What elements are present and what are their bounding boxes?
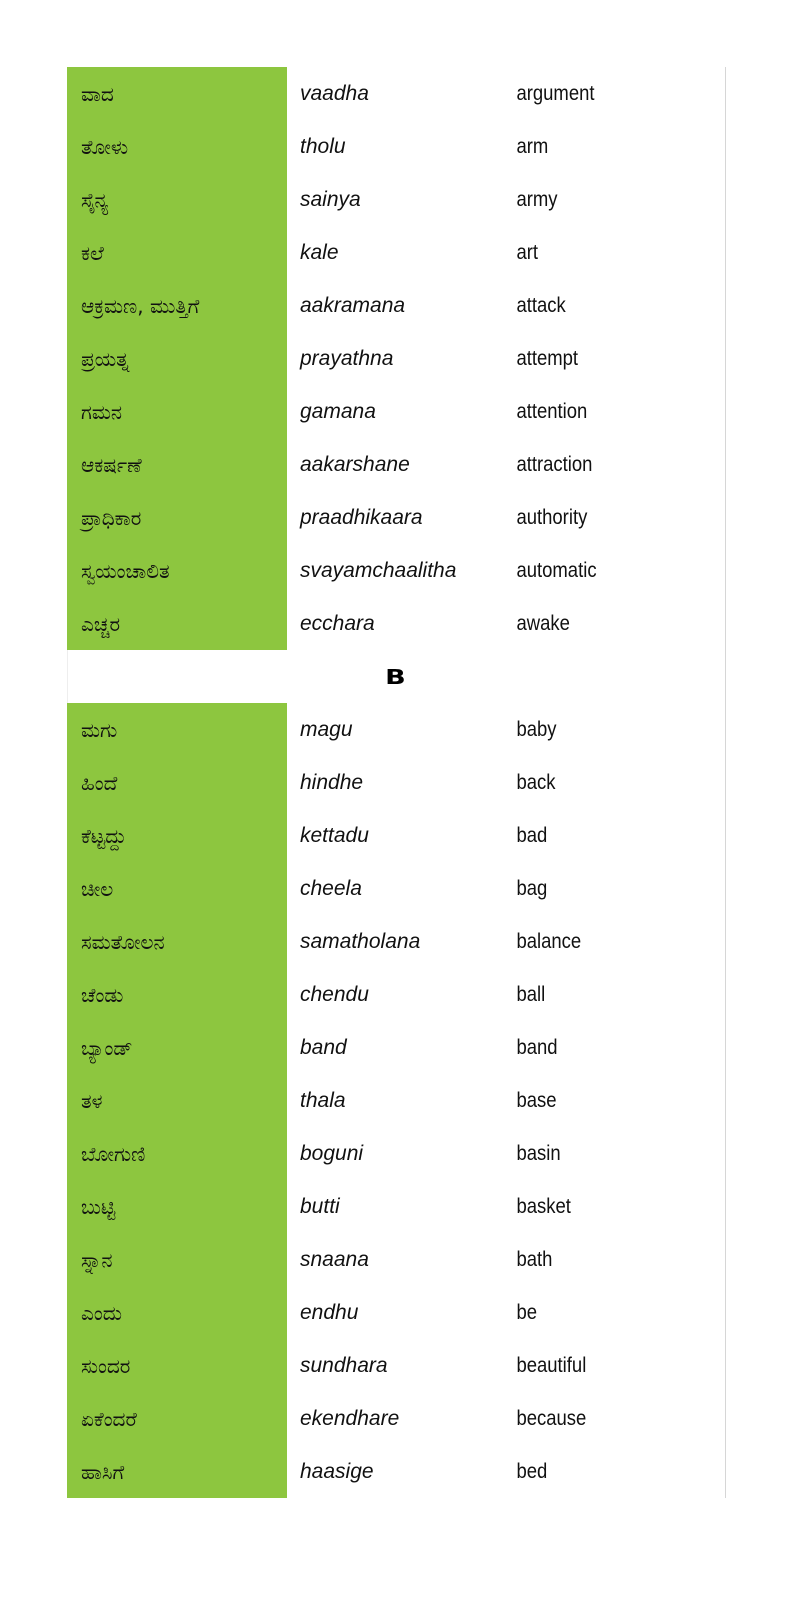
kannada-word: ಸುಂದರ <box>67 1339 287 1392</box>
transliteration: butti <box>300 1194 340 1218</box>
table-row <box>67 703 725 756</box>
transliteration: praadhikaara <box>300 505 423 529</box>
transliteration: gamana <box>300 399 376 423</box>
transliteration: svayamchaalitha <box>300 558 457 582</box>
kannada-word: ಸ್ನಾನ <box>67 1233 287 1286</box>
vocabulary-table <box>67 67 726 1498</box>
kannada-word: ಎಂದು <box>67 1286 287 1339</box>
transliteration: tholu <box>300 134 346 158</box>
table-row <box>67 1127 725 1180</box>
kannada-word: ಹಿಂದೆ <box>67 756 287 809</box>
table-row <box>67 756 725 809</box>
english-word: basin <box>516 1141 561 1165</box>
kannada-word: ಬೋಗುಣಿ <box>67 1127 287 1180</box>
transliteration: ekendhare <box>300 1406 400 1430</box>
table-row <box>67 1392 725 1445</box>
english-word: automatic <box>516 558 597 582</box>
kannada-word: ಏಕೆಂದರೆ <box>67 1392 287 1445</box>
table-row <box>67 1233 725 1286</box>
table-row <box>67 809 725 862</box>
transliteration: endhu <box>300 1300 359 1324</box>
english-word: beautiful <box>516 1353 587 1377</box>
kannada-word: ತೋಳು <box>67 120 287 173</box>
english-word: bag <box>516 876 548 900</box>
kannada-word: ಹಾಸಿಗೆ <box>67 1445 287 1498</box>
kannada-word: ಕಲೆ <box>67 226 287 279</box>
transliteration: boguni <box>300 1141 364 1165</box>
transliteration: cheela <box>300 876 362 900</box>
english-word: bed <box>516 1459 548 1483</box>
kannada-word: ಚೆಂಡು <box>67 968 287 1021</box>
table-row <box>67 1445 725 1498</box>
english-word: arm <box>516 134 549 158</box>
english-word: attack <box>516 293 566 317</box>
english-word: bad <box>516 823 548 847</box>
transliteration: ecchara <box>300 611 375 635</box>
transliteration: haasige <box>300 1459 374 1483</box>
english-word: authority <box>516 505 588 529</box>
english-word: be <box>516 1300 537 1324</box>
transliteration: prayathna <box>300 346 394 370</box>
transliteration: chendu <box>300 982 369 1006</box>
table-row <box>67 67 725 120</box>
kannada-word: ಬುಟ್ಟಿ <box>67 1180 287 1233</box>
english-word: ball <box>516 982 546 1006</box>
table-row <box>67 915 725 968</box>
transliteration: kale <box>300 240 339 264</box>
kannada-word: ಕೆಟ್ಟದ್ದು <box>67 809 287 862</box>
english-word: bath <box>516 1247 553 1271</box>
english-word: argument <box>516 81 595 105</box>
table-row <box>67 968 725 1021</box>
english-word: band <box>516 1035 558 1059</box>
kannada-word: ಸ್ವಯಂಚಾಲಿತ <box>67 544 287 597</box>
transliteration: band <box>300 1035 347 1059</box>
table-row <box>67 173 725 226</box>
english-word: balance <box>516 929 582 953</box>
english-word: army <box>516 187 558 211</box>
table-row <box>67 120 725 173</box>
transliteration: samatholana <box>300 929 421 953</box>
english-word: back <box>516 770 556 794</box>
table-row <box>67 332 725 385</box>
english-word: basket <box>516 1194 571 1218</box>
kannada-word: ಪ್ರಯತ್ನ <box>67 332 287 385</box>
english-word: awake <box>516 611 570 635</box>
table-row <box>67 1074 725 1127</box>
transliteration: sundhara <box>300 1353 388 1377</box>
kannada-word: ಸಮತೋಲನ <box>67 915 287 968</box>
kannada-word: ಚೀಲ <box>67 862 287 915</box>
kannada-word: ಗಮನ <box>67 385 287 438</box>
table-row <box>67 544 725 597</box>
english-word: baby <box>516 717 557 741</box>
kannada-word: ಸೈನ್ಯ <box>67 173 287 226</box>
transliteration: sainya <box>300 187 361 211</box>
transliteration: thala <box>300 1088 346 1112</box>
english-word: base <box>516 1088 557 1112</box>
kannada-word: ಎಚ್ಚರ <box>67 597 287 650</box>
kannada-word: ಆಕರ್ಷಣೆ <box>67 438 287 491</box>
section-a-rows <box>67 67 725 650</box>
transliteration: hindhe <box>300 770 364 794</box>
english-word: attention <box>516 399 588 423</box>
transliteration: vaadha <box>300 81 369 105</box>
transliteration: snaana <box>300 1247 369 1271</box>
table-row <box>67 1339 725 1392</box>
section-b-rows <box>67 703 725 1498</box>
kannada-word: ಮಗು <box>67 703 287 756</box>
section-b-header <box>67 650 725 703</box>
table-row <box>67 1021 725 1074</box>
transliteration: aakramana <box>300 293 406 317</box>
table-row <box>67 491 725 544</box>
kannada-word: ಪ್ರಾಧಿಕಾರ <box>67 491 287 544</box>
table-row <box>67 862 725 915</box>
table-row <box>67 385 725 438</box>
table-row <box>67 279 725 332</box>
kannada-word: ತಳ <box>67 1074 287 1127</box>
english-word: art <box>516 240 539 264</box>
kannada-word: ಆಕ್ರಮಣ, ಮುತ್ತಿಗೆ <box>67 279 287 332</box>
table-row <box>67 438 725 491</box>
english-word: because <box>516 1406 587 1430</box>
table-row <box>67 597 725 650</box>
table-row <box>67 1286 725 1339</box>
kannada-word: ವಾದ <box>67 67 287 120</box>
section-b-letter: B <box>385 664 408 689</box>
transliteration: magu <box>300 717 353 741</box>
transliteration: aakarshane <box>300 452 410 476</box>
table-row <box>67 1180 725 1233</box>
kannada-word: ಬ್ಯಾಂಡ್ <box>67 1021 287 1074</box>
english-word: attempt <box>516 346 579 370</box>
table-row <box>67 226 725 279</box>
transliteration: kettadu <box>300 823 369 847</box>
english-word: attraction <box>516 452 593 476</box>
